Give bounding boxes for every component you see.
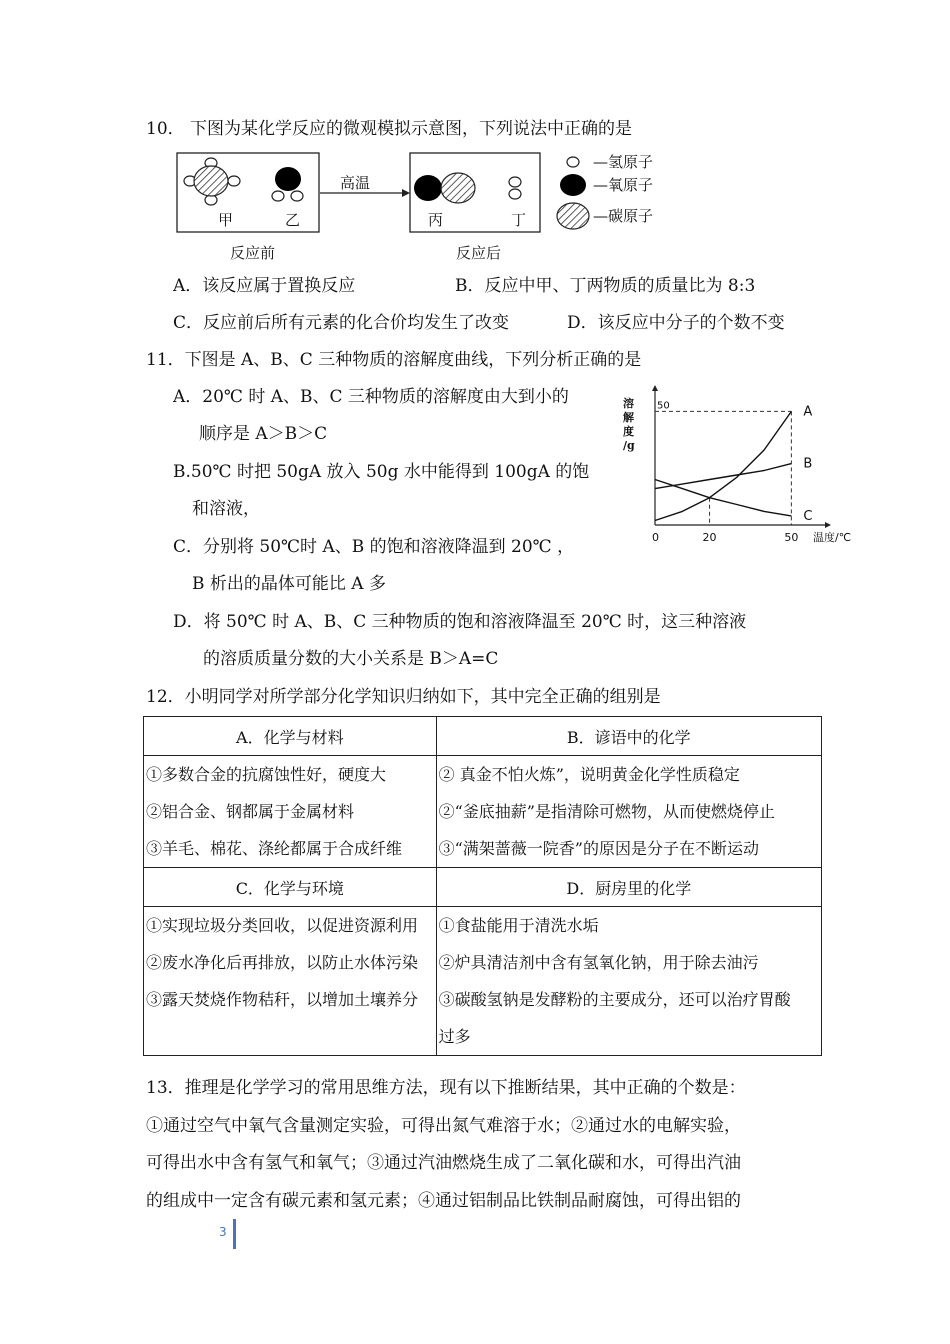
table-item: ③露天焚烧作物秸秆，以增加土壤养分 — [146, 990, 419, 1009]
table-item: ③“满架蔷薇一院香”的原因是分子在不断运动 — [438, 839, 759, 858]
label-bing: 丙 — [428, 211, 444, 229]
table-item: ③碳酸氢钠是发酵粉的主要成分，还可以治疗胃酸 — [438, 990, 791, 1009]
q11-stem: 11．下图是 A、B、C 三种物质的溶解度曲线，下列分析正确的是 — [146, 350, 642, 370]
table-item: ②铝合金、钢都属于金属材料 — [146, 802, 355, 821]
q11-line: 的溶质质量分数的大小关系是 B＞A=C — [203, 649, 499, 669]
table-head-a: A．化学与材料 — [144, 717, 437, 756]
page-number: 3 — [219, 1225, 227, 1239]
q12-stem: 12．小明同学对所学部分化学知识归纳如下，其中完全正确的组别是 — [146, 687, 661, 707]
q11-line: A．20℃ 时 A、B、C 三种物质的溶解度由大到小的 — [173, 387, 569, 407]
label-yi: 乙 — [285, 211, 301, 229]
series-C-label: C — [803, 508, 813, 524]
y-axis-arrow — [652, 385, 658, 391]
x-tick-label: 50 — [784, 531, 799, 544]
methane-molecule — [184, 158, 240, 205]
q11-line: C．分别将 50℃时 A、B 的饱和溶液降温到 20℃ ， — [173, 537, 575, 557]
table-item: ①多数合金的抗腐蚀性好，硬度大 — [146, 765, 387, 784]
table-cell-c — [144, 907, 437, 1056]
q11-line: B.50℃ 时把 50gA 放入 50g 水中能得到 100gA 的饱 — [173, 462, 590, 482]
series-B-label: B — [803, 456, 813, 472]
q10-option-b: B．反应中甲、丁两物质的质量比为 8:3 — [455, 276, 756, 296]
reaction-diagram — [170, 148, 690, 268]
legend-oxygen: —氧原子 — [593, 176, 654, 194]
page-number-bar — [233, 1219, 236, 1249]
q10-option-c: C．反应前后所有元素的化合价均发生了改变 — [173, 313, 510, 333]
table-item: 过多 — [438, 1027, 471, 1046]
table-item: ②炉具清洁剂中含有氢氧化钠，用于除去油污 — [438, 953, 759, 972]
label-ding: 丁 — [511, 211, 527, 229]
table-head-b: B．谚语中的化学 — [436, 717, 821, 756]
series-A-label: A — [803, 404, 813, 420]
q13-line: 的组成中一定含有碳元素和氢元素；④通过铝制品比铁制品耐腐蚀，可得出铝的 — [146, 1191, 741, 1211]
q10-option-d: D．该反应中分子的个数不变 — [567, 313, 785, 333]
y-axis-label: 度 — [623, 425, 634, 438]
y-axis-label: 解 — [623, 411, 634, 424]
table-head-c: C．化学与环境 — [144, 868, 437, 907]
y-axis-label: /g — [623, 439, 635, 452]
q10-stem: 10． 下图为某化学反应的微观模拟示意图，下列说法中正确的是 — [146, 119, 633, 139]
knowledge-table — [143, 716, 822, 1056]
y-tick-label: 50 — [657, 400, 670, 412]
table-cell-d — [436, 907, 821, 1056]
label-before: 反应前 — [230, 244, 276, 262]
table-item: ③羊毛、棉花、涤纶都属于合成纤维 — [146, 839, 403, 858]
co-molecule — [414, 173, 475, 203]
q13-line: 可得出水中含有氢气和氧气；③通过汽油燃烧生成了二氧化碳和水，可得出汽油 — [146, 1153, 741, 1173]
table-cell-a — [144, 756, 437, 868]
series-A-line — [655, 411, 791, 520]
x-tick-label: 0 — [652, 531, 659, 544]
label-jia: 甲 — [218, 211, 234, 229]
table-item: ② 真金不怕火炼”，说明黄金化学性质稳定 — [438, 765, 740, 784]
label-after: 反应后 — [456, 244, 502, 262]
x-axis-arrow — [825, 522, 831, 528]
solubility-chart — [615, 385, 852, 570]
q11-line: B 析出的晶体可能比 A 多 — [192, 574, 386, 594]
series-B-line — [655, 464, 791, 489]
h2-molecule — [509, 177, 521, 199]
y-axis-label: 溶 — [623, 397, 634, 410]
table-item: ②“釜底抽薪”是指清除可燃物，从而使燃烧停止 — [438, 802, 775, 821]
q10-option-a: A．该反应属于置换反应 — [173, 276, 356, 296]
q13-line: 13．推理是化学学习的常用思维方法，现有以下推断结果，其中正确的个数是： — [146, 1078, 746, 1098]
arrow-label: 高温 — [340, 174, 371, 192]
x-axis-label: 温度/℃ — [813, 531, 852, 544]
table-item: ①实现垃圾分类回收，以促进资源利用 — [146, 916, 419, 935]
table-cell-b — [436, 756, 821, 868]
table-item: ②废水净化后再排放，以防止水体污染 — [146, 953, 419, 972]
legend-hydrogen: —氢原子 — [593, 153, 654, 171]
q11-line: 和溶液， — [192, 499, 260, 519]
q11-line: 顺序是 A＞B＞C — [199, 424, 328, 444]
table-item: ①食盐能用于清洗水垢 — [438, 916, 599, 935]
x-tick-label: 20 — [702, 531, 717, 544]
q11-line: D．将 50℃ 时 A、B、C 三种物质的饱和溶液降温至 20℃ 时，这三种溶液 — [173, 612, 747, 632]
legend-carbon: —碳原子 — [593, 207, 654, 225]
q13-line: ①通过空气中氧气含量测定实验，可得出氮气难溶于水；②通过水的电解实验， — [146, 1116, 741, 1136]
legend — [557, 153, 653, 229]
water-molecule — [272, 167, 303, 201]
table-head-d: D．厨房里的化学 — [436, 868, 821, 907]
